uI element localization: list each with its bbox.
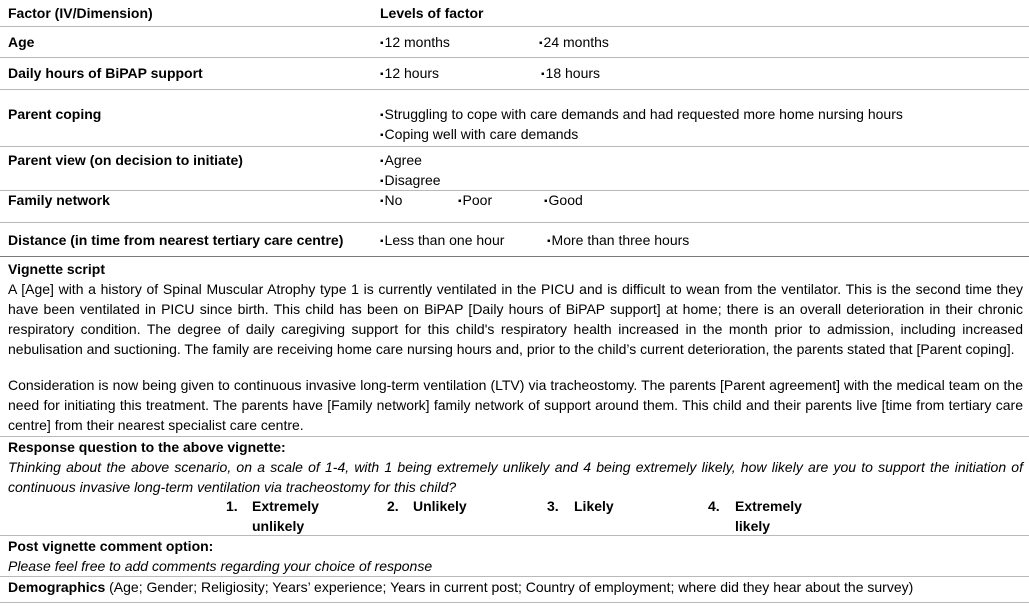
demographics-row — [8, 577, 913, 597]
factor-name: Distance (in time from nearest tertiary care centre) — [8, 232, 344, 248]
demographics-label: Demographics — [8, 579, 106, 595]
vignette-paragraph: Consideration is now being given to continuous invasive long-term ventilation (LTV) via tracheostomy. The parents [Parent agreement] with the medical team on the need for initiating this treatment. The parents have [Family network] family network of support around them. This child and their parents live [time from tertiary care centre] from their nearest specialist care centre. — [8, 377, 1023, 433]
response-option-number: 3. — [547, 498, 559, 514]
response-option-label: Unlikely — [413, 498, 467, 514]
factor-name: Daily hours of BiPAP support — [8, 65, 203, 81]
rule — [0, 190, 1029, 191]
response-option-label: Likely — [574, 498, 614, 514]
response-option-label: likely — [735, 518, 771, 534]
rule — [0, 57, 1029, 58]
factor-level: ▪ More than three hours — [547, 230, 689, 253]
rule — [0, 256, 1029, 257]
factor-name: Age — [8, 34, 35, 50]
response-question: Thinking about the above scenario, on a scale of 1-4, with 1 being extremely unlikely and 4 being extremely likely, how likely are you to support the initiation of continuous invasive long-term ventilation via tracheostomy for this child? — [8, 459, 1023, 495]
vignette-heading: Vignette script — [8, 261, 105, 277]
factor-level: ▪ 24 months — [539, 32, 609, 55]
factor-name: Parent coping — [8, 106, 102, 122]
post-comment-text: Please feel free to add comments regarding your choice of response — [8, 558, 433, 574]
factor-level: ▪ Agree — [380, 150, 422, 173]
demographics-text: (Age; Gender; Religiosity; Years’ experience; Years in current post; Country of employment; where did they hear about the survey) — [105, 579, 914, 595]
response-option-label: Extremely — [735, 498, 802, 514]
rule — [0, 26, 1029, 27]
vignette-paragraph: A [Age] with a history of Spinal Muscular Atrophy type 1 is currently ventilated in the PICU and is difficult to wean from the ventilator. This is the second time they have been ventilated in PICU since birth. This child has been on BiPAP [Daily hours of BiPAP support] at home; there is an overall deterioration in their chronic respiratory condition. The degree of daily caregiving support for this child's respiratory health increased in the month prior to admission, including increased nebulisation and suctioning. The family are receiving home care nursing hours and, prior to the child’s current deterioration, the parents stated that [Parent coping]. — [8, 281, 1023, 357]
factor-name: Parent view (on decision to initiate) — [8, 152, 243, 168]
factor-level: ▪ Struggling to cope with care demands and had requested more home nursing hours — [380, 104, 903, 127]
response-option-number: 2. — [387, 498, 399, 514]
rule — [0, 602, 1029, 603]
levels-column-header: Levels of factor — [380, 5, 484, 21]
response-option-label: unlikely — [252, 518, 305, 534]
rule — [0, 222, 1029, 223]
factor-level: ▪ Poor — [458, 190, 492, 213]
response-heading: Response question to the above vignette: — [8, 439, 286, 455]
response-option-number: 4. — [708, 498, 720, 514]
factor-level: ▪ 12 hours — [380, 63, 439, 86]
factor-level: ▪ Good — [544, 190, 583, 213]
factor-level: ▪ 12 months — [380, 32, 450, 55]
factor-level: ▪ Less than one hour — [380, 230, 504, 253]
factor-level: ▪ Disagree — [380, 170, 441, 193]
factor-column-header: Factor (IV/Dimension) — [8, 5, 153, 21]
factor-name: Family network — [8, 192, 110, 208]
factor-level: ▪ 18 hours — [541, 63, 600, 86]
response-option-label: Extremely — [252, 498, 319, 514]
response-option-number: 1. — [226, 498, 238, 514]
post-comment-heading: Post vignette comment option: — [8, 538, 214, 554]
factor-level: ▪ No — [380, 190, 402, 213]
factor-level: ▪ Coping well with care demands — [380, 124, 578, 147]
rule — [0, 89, 1029, 90]
